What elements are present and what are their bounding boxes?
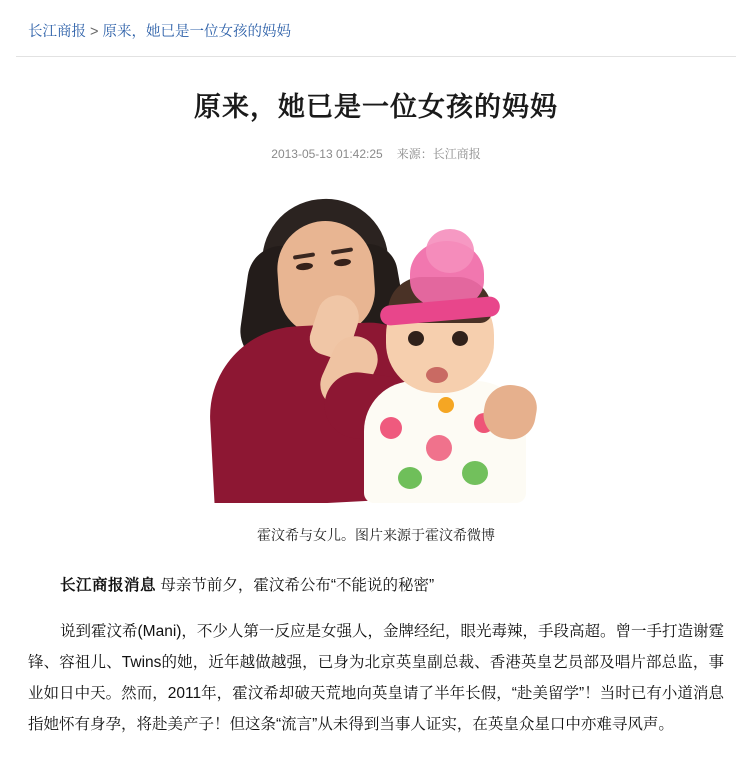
breadcrumb-current: 原来，她已是一位女孩的妈妈 bbox=[102, 24, 291, 40]
page-title: 原来，她已是一位女孩的妈妈 bbox=[194, 92, 558, 123]
photo-shape-flower-6 bbox=[438, 397, 454, 413]
publish-timestamp: 2013-05-13 01:42:25 bbox=[271, 147, 383, 162]
article-photo-wrap bbox=[28, 185, 724, 546]
photo-shape-flower-2 bbox=[426, 435, 452, 461]
article-body bbox=[0, 89, 752, 740]
photo-shape-baby-bow-highlight bbox=[426, 229, 474, 273]
source-label: 来源： bbox=[396, 147, 433, 162]
header-divider bbox=[16, 56, 736, 57]
photo-shape-baby-eye-left bbox=[408, 331, 424, 346]
article-meta bbox=[28, 145, 724, 163]
breadcrumb-separator: > bbox=[90, 24, 99, 40]
photo-shape-flower-4 bbox=[398, 467, 422, 489]
photo-shape-baby-eye-right bbox=[452, 331, 468, 346]
source-name: 长江商报 bbox=[432, 147, 481, 162]
lead-source-bold: 长江商报消息 bbox=[60, 577, 157, 595]
article-photo bbox=[174, 185, 578, 503]
article-lead bbox=[28, 572, 724, 600]
breadcrumb-root-link[interactable]: 长江商报 bbox=[28, 24, 86, 40]
breadcrumb bbox=[0, 0, 752, 42]
lead-text: 母亲节前夕，霍汶希公布“不能说的秘密” bbox=[156, 577, 435, 595]
photo-caption: 霍汶希与女儿。图片来源于霍汶希微博 bbox=[257, 527, 495, 544]
photo-shape-flower-5 bbox=[462, 461, 488, 485]
article-paragraph-1: 说到霍汶希(Mani)，不少人第一反应是女强人，金牌经纪，眼光毒辣，手段高超。曾一手打造谢霆锋、容祖儿、Twins的她，近年越做越强，已身为北京英皇副总裁、香港英皇艺员部及唱片部总监，事业如日中天。然而，2011年，霍汶希却破天荒地向英皇请了半年长假，“赴美留学”！当时已有小道消息指她怀有身孕，将赴美产子！但这条“流言”从未得到当事人证实，在英皇众星口中亦难寻风声。 bbox=[28, 622, 724, 733]
photo-shape-baby-mouth bbox=[426, 367, 448, 383]
photo-shape-flower-1 bbox=[380, 417, 402, 439]
